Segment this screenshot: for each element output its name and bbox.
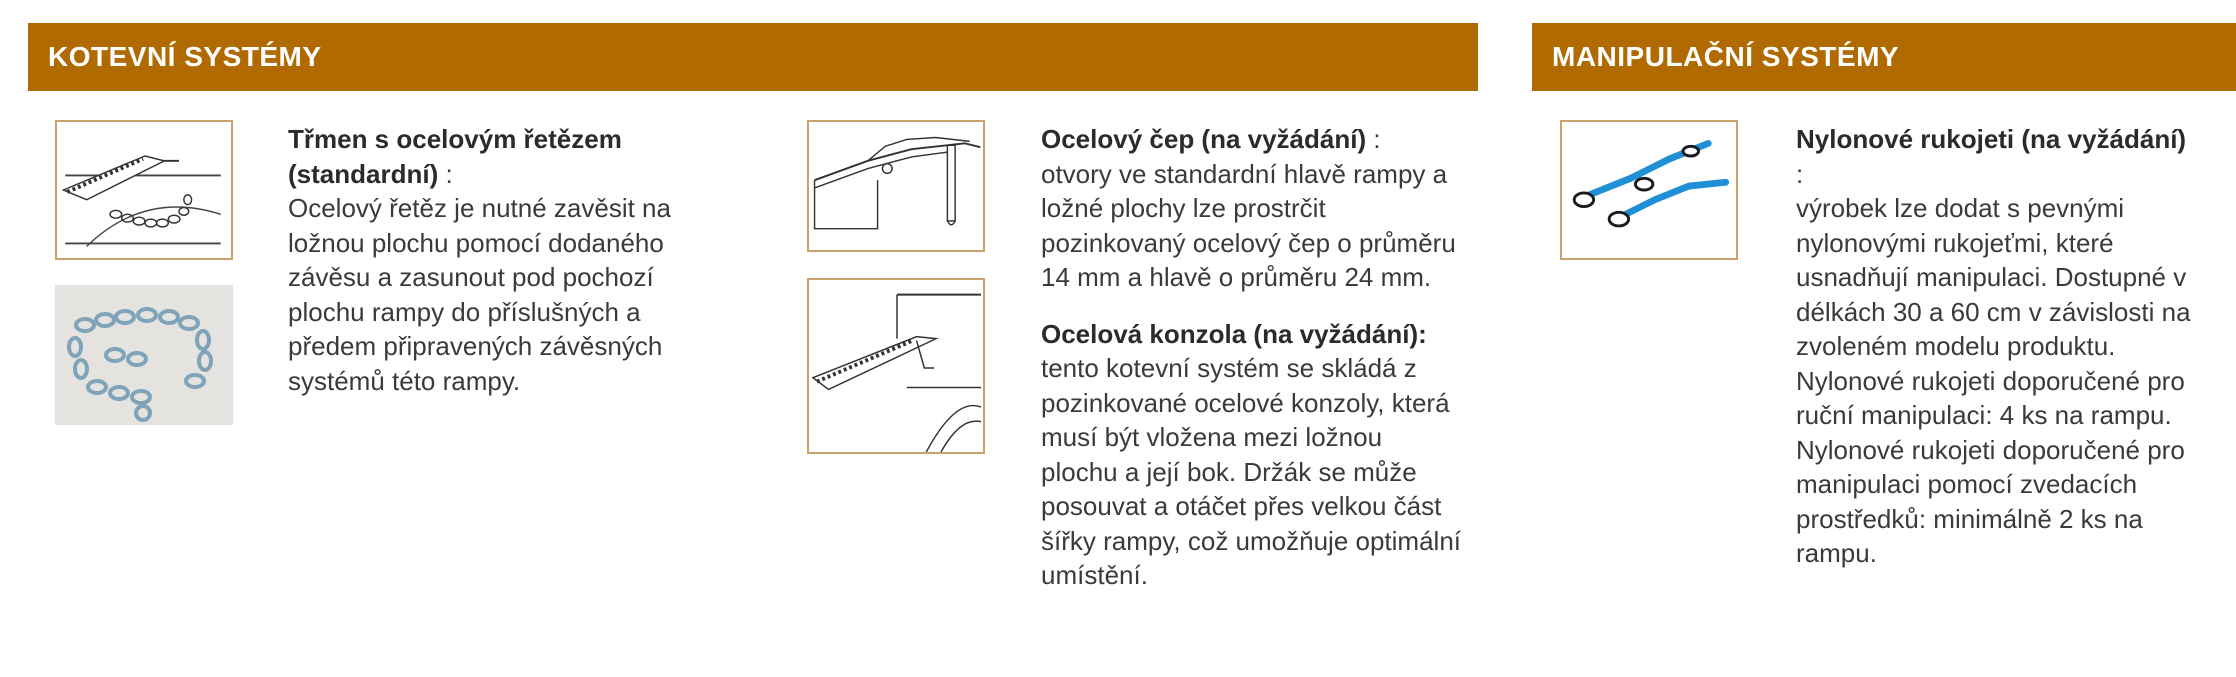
handles-separator: : [1796,158,1804,189]
pin-title: Ocelový čep (na vyžádání) [1041,124,1367,154]
nylon-handles-image [1560,120,1738,260]
pin-drawing-icon [809,122,983,250]
bracket-drawing-image [807,278,985,454]
pin-body: otvory ve standardní hlavě rampy a ložné plochy lze prostrčit pozinkovaný ocelový čep o průměru 14 mm a hlavě o průměru 24 mm. [1041,158,1456,292]
handles-title: Nylonové rukojeti (na vyžádání) [1796,124,2187,154]
bracket-drawing-icon [809,280,983,452]
chain-description [288,122,708,398]
handles-description [1796,122,2216,571]
section-header-kotevni [28,23,1478,91]
pin-bracket-description [1041,122,1461,593]
chain-title: Třmen s ocelovým řetězem (standardní) [288,124,622,189]
pin-separator: : [1366,124,1381,154]
chain-drawing-icon [57,122,231,258]
section-title: MANIPULAČNÍ SYSTÉMY [1552,41,1900,72]
chain-separator: : [438,158,453,189]
bracket-body: tento kotevní systém se skládá z pozinkované ocelové konzoly, která musí být vložena mezi ložnou plochu a její bok. Držák se může posouvat a otáčet přes velkou část šířky rampy, což umožňuje optimální umístění. [1041,353,1461,590]
chain-drawing-image [55,120,233,260]
handles-body: výrobek lze dodat s pevnými nylonovými rukojeťmi, které usnadňují manipulaci. Dostupné v délkách 30 a 60 cm v závislosti na zvoleném modelu produktu. Nylonové rukojeti doporučené pro ruční manipulaci: 4 ks na rampu. Nylonové rukojeti doporučené pro manipulaci pomocí zvedacích prostředků: minimálně 2 ks na rampu. [1796,193,2191,568]
section-title: KOTEVNÍ SYSTÉMY [48,41,322,72]
section-header-manipulacni [1532,23,2236,91]
bracket-title: Ocelová konzola (na vyžádání): [1041,318,1427,349]
nylon-handles-icon [1562,122,1736,258]
pin-drawing-image [807,120,985,252]
chain-photo-icon [55,285,233,425]
chain-body: Ocelový řetěz je nutné zavěsit na ložnou plochu pomocí dodaného závěsu a zasunout pod pochozí plochu rampy do příslušných a předem připravených závěsných systémů této rampy. [288,193,671,396]
chain-photo-image [55,285,233,425]
